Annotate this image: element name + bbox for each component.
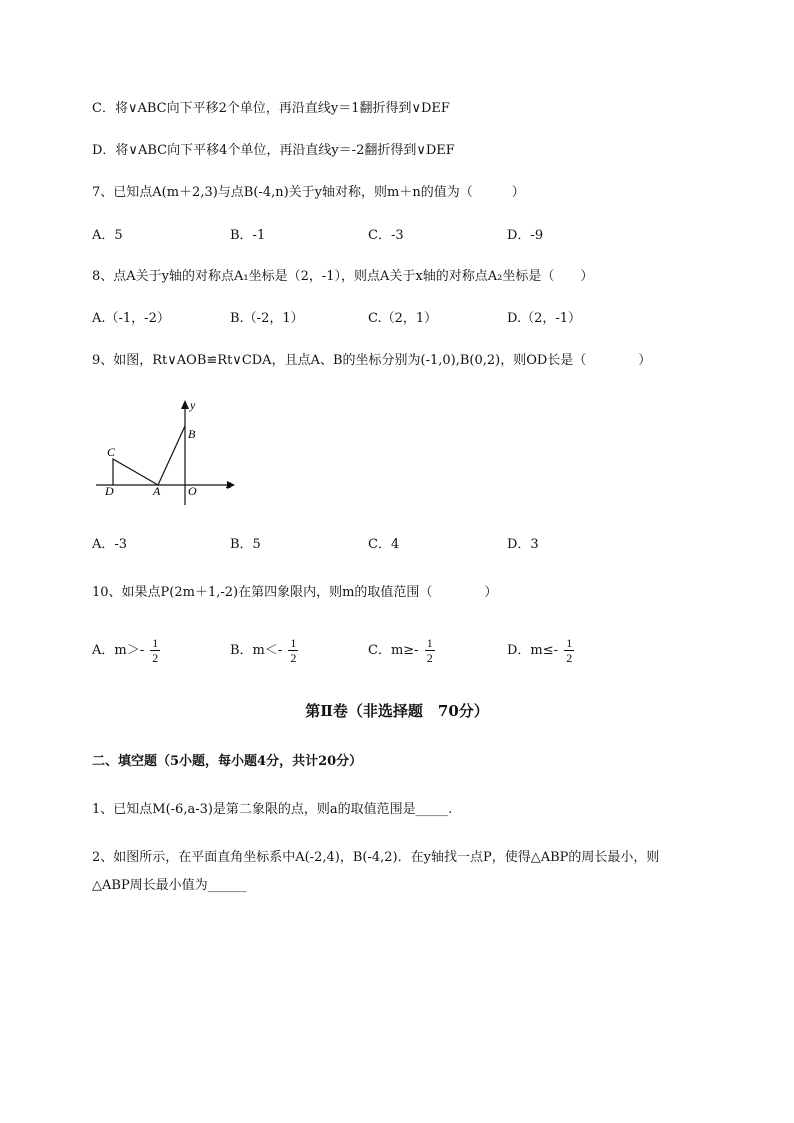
fraction-numerator: 1 bbox=[426, 636, 433, 650]
q10-option-a-text: A．m＞- bbox=[92, 643, 145, 658]
fraction bbox=[564, 636, 574, 665]
label-b: B bbox=[188, 427, 196, 441]
fraction bbox=[288, 636, 298, 665]
q10-option-c-text: C．m≥- bbox=[368, 643, 419, 658]
label-d: D bbox=[105, 484, 114, 498]
q7-option-a: A．5 bbox=[92, 228, 123, 243]
q8-option-c: C.（2，1） bbox=[368, 311, 438, 326]
triangle-cda bbox=[113, 459, 158, 485]
fraction-numerator: 1 bbox=[152, 636, 159, 650]
q9-option-a: A．-3 bbox=[92, 537, 128, 552]
q6-option-d: D．将∨ABC向下平移4个单位，再沿直线y＝-2翻折得到∨DEF bbox=[92, 143, 455, 158]
q9-option-b: B．5 bbox=[230, 537, 261, 552]
fraction-denominator: 2 bbox=[566, 651, 573, 665]
fill-question-1: 1、已知点M(-6,a-3)是第二象限的点，则a的取值范围是_____. bbox=[92, 802, 453, 817]
label-c: C bbox=[107, 445, 116, 459]
q10-option-b-text: B．m＜- bbox=[230, 643, 283, 658]
part2-title: 第Ⅱ卷（非选择题 70分） bbox=[305, 702, 489, 720]
fill-question-2-line1: 2、如图所示，在平面直角坐标系中A(-2,4)，B(-4,2)．在y轴找一点P，使得△ABP的周长最小，则 bbox=[92, 850, 660, 865]
fraction bbox=[425, 636, 435, 665]
fraction-denominator: 2 bbox=[152, 651, 159, 665]
q8-option-d: D.（2，-1） bbox=[507, 311, 582, 326]
q9-option-c: C．4 bbox=[368, 537, 400, 552]
label-a: A bbox=[153, 484, 161, 498]
fraction-numerator: 1 bbox=[566, 636, 573, 650]
label-o: O bbox=[188, 484, 197, 498]
fill-question-2-line2: △ABP周长最小值为______ bbox=[92, 878, 247, 893]
q10-option-a bbox=[92, 636, 160, 665]
fraction-denominator: 2 bbox=[290, 651, 297, 665]
q10-stem: 10、如果点P(2m＋1,-2)在第四象限内，则m的取值范围（ ） bbox=[92, 585, 498, 600]
label-y: y bbox=[190, 398, 196, 412]
q8-option-b: B.（-2，1） bbox=[230, 311, 304, 326]
q8-stem: 8、点A关于y轴的对称点A₁坐标是（2，-1），则点A关于x轴的对称点A₂坐标是（ ） bbox=[92, 269, 594, 284]
q10-option-d-text: D．m≤- bbox=[507, 643, 559, 658]
q8-option-a: A.（-1，-2） bbox=[92, 311, 170, 326]
q9-option-d: D．3 bbox=[507, 537, 539, 552]
q7-option-d: D．-9 bbox=[507, 228, 544, 243]
segment-ab bbox=[158, 426, 185, 485]
q9-figure bbox=[92, 395, 252, 510]
q7-stem: 7、已知点A(m＋2,3)与点B(-4,n)关于y轴对称，则m＋n的值为（ ） bbox=[92, 185, 525, 200]
section2-title: 二、填空题（5小题，每小题4分，共计20分） bbox=[92, 754, 363, 769]
fraction bbox=[150, 636, 160, 665]
q9-stem: 9、如图，Rt∨AOB≌Rt∨CDA，且点A、B的坐标分别为(-1,0),B(0,2)，则OD长是（ ） bbox=[92, 353, 652, 368]
q6-option-c: C．将∨ABC向下平移2个单位，再沿直线y＝1翻折得到∨DEF bbox=[92, 101, 450, 116]
y-axis-arrow-icon bbox=[181, 400, 189, 409]
q7-option-c: C．-3 bbox=[368, 228, 404, 243]
label-x: x bbox=[226, 477, 232, 491]
fraction-denominator: 2 bbox=[426, 651, 433, 665]
q10-option-d bbox=[507, 636, 574, 665]
q7-option-b: B．-1 bbox=[230, 228, 266, 243]
q10-option-b bbox=[230, 636, 298, 665]
q10-option-c bbox=[368, 636, 435, 665]
fraction-numerator: 1 bbox=[290, 636, 297, 650]
